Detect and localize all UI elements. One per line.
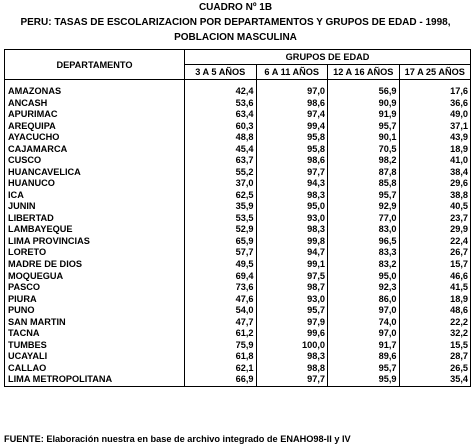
cell-rate: 92,3	[328, 282, 400, 294]
cell-rate: 98,3	[256, 351, 328, 363]
cell-rate: 77,0	[328, 213, 400, 225]
cell-rate: 98,3	[256, 190, 328, 202]
cell-departamento: CALLAO	[5, 363, 185, 375]
header-age-group: 6 A 11 AÑOS	[256, 65, 328, 80]
cell-rate: 62,1	[185, 363, 257, 375]
table-subtitle: POBLACION MASCULINA	[174, 32, 297, 43]
table-row	[5, 271, 471, 283]
cell-rate: 97,0	[256, 86, 328, 98]
cell-rate: 35,9	[185, 201, 257, 213]
cell-rate: 99,6	[256, 328, 328, 340]
cell-rate: 41,5	[399, 282, 471, 294]
cell-rate: 63,7	[185, 155, 257, 167]
cell-departamento: AMAZONAS	[5, 86, 185, 98]
cell-rate: 87,8	[328, 167, 400, 179]
cell-rate: 100,0	[256, 340, 328, 352]
cell-rate: 37,1	[399, 121, 471, 133]
cell-rate: 95,7	[328, 190, 400, 202]
cell-rate: 41,0	[399, 155, 471, 167]
table-body	[5, 80, 471, 387]
cell-rate: 97,0	[328, 305, 400, 317]
cell-departamento: LAMBAYEQUE	[5, 224, 185, 236]
cell-rate: 18,9	[399, 144, 471, 156]
cell-rate: 98,6	[256, 98, 328, 110]
cell-rate: 35,4	[399, 374, 471, 386]
cell-rate: 26,7	[399, 247, 471, 259]
cell-rate: 95,7	[256, 305, 328, 317]
cell-rate: 56,9	[328, 86, 400, 98]
cell-departamento: AYACUCHO	[5, 132, 185, 144]
cell-rate: 95,8	[256, 132, 328, 144]
cell-rate: 95,9	[328, 374, 400, 386]
cell-departamento: LIMA METROPOLITANA	[5, 374, 185, 386]
cell-rate: 98,6	[256, 155, 328, 167]
cell-departamento: PASCO	[5, 282, 185, 294]
cell-rate: 91,9	[328, 109, 400, 121]
table-row	[5, 155, 471, 167]
table-row	[5, 259, 471, 271]
cell-rate: 54,0	[185, 305, 257, 317]
cell-rate: 32,2	[399, 328, 471, 340]
cell-rate: 94,7	[256, 247, 328, 259]
cell-departamento: ICA	[5, 190, 185, 202]
cell-rate: 97,5	[256, 271, 328, 283]
cell-rate: 99,8	[256, 236, 328, 248]
cell-departamento: HUANUCO	[5, 178, 185, 190]
cell-rate: 63,4	[185, 109, 257, 121]
cell-departamento: UCAYALI	[5, 351, 185, 363]
cell-rate: 93,0	[256, 294, 328, 306]
table-row	[5, 121, 471, 133]
cell-rate: 37,0	[185, 178, 257, 190]
cell-rate: 28,7	[399, 351, 471, 363]
cell-rate: 85,8	[328, 178, 400, 190]
header-departamento: DEPARTAMENTO	[5, 50, 185, 80]
table-row	[5, 374, 471, 386]
table-row	[5, 294, 471, 306]
cell-rate: 15,5	[399, 340, 471, 352]
table-row	[5, 178, 471, 190]
cell-rate: 92,9	[328, 201, 400, 213]
cell-departamento: MADRE DE DIOS	[5, 259, 185, 271]
cell-rate: 49,0	[399, 109, 471, 121]
cell-rate: 48,6	[399, 305, 471, 317]
cell-rate: 98,7	[256, 282, 328, 294]
cell-rate: 97,7	[256, 167, 328, 179]
cell-departamento: ANCASH	[5, 98, 185, 110]
cell-departamento: TUMBES	[5, 340, 185, 352]
cell-rate: 29,6	[399, 178, 471, 190]
cell-departamento: PIURA	[5, 294, 185, 306]
cell-rate: 55,2	[185, 167, 257, 179]
cell-rate: 42,4	[185, 86, 257, 98]
cell-departamento: HUANCAVELICA	[5, 167, 185, 179]
cell-rate: 18,9	[399, 294, 471, 306]
source-note: FUENTE: Elaboración nuestra en base de archivo integrado de ENAHO98-II y IV	[4, 434, 351, 444]
table-row	[5, 351, 471, 363]
cell-rate: 48,8	[185, 132, 257, 144]
cell-rate: 86,0	[328, 294, 400, 306]
cell-rate: 23,7	[399, 213, 471, 225]
cell-rate: 29,9	[399, 224, 471, 236]
cell-rate: 47,7	[185, 317, 257, 329]
cell-departamento: MOQUEGUA	[5, 271, 185, 283]
table-row	[5, 144, 471, 156]
cell-rate: 61,8	[185, 351, 257, 363]
table-row	[5, 132, 471, 144]
cell-rate: 40,5	[399, 201, 471, 213]
cell-rate: 60,3	[185, 121, 257, 133]
cell-rate: 65,9	[185, 236, 257, 248]
cell-rate: 95,0	[328, 271, 400, 283]
cell-rate: 47,6	[185, 294, 257, 306]
table-row	[5, 86, 471, 98]
table-row	[5, 317, 471, 329]
cell-rate: 53,6	[185, 98, 257, 110]
cell-departamento: AREQUIPA	[5, 121, 185, 133]
cell-rate: 97,4	[256, 109, 328, 121]
cell-rate: 95,0	[256, 201, 328, 213]
cell-rate: 36,6	[399, 98, 471, 110]
header-age-group: 3 A 5 AÑOS	[185, 65, 257, 80]
table-row	[5, 328, 471, 340]
cell-rate: 75,9	[185, 340, 257, 352]
cell-rate: 22,4	[399, 236, 471, 248]
cell-rate: 97,7	[256, 374, 328, 386]
schooling-rates-table	[4, 49, 471, 387]
cell-rate: 15,7	[399, 259, 471, 271]
cell-rate: 90,9	[328, 98, 400, 110]
cell-rate: 66,9	[185, 374, 257, 386]
header-age-group: 17 A 25 AÑOS	[399, 65, 471, 80]
header-grupos-de-edad: GRUPOS DE EDAD	[185, 50, 471, 65]
cell-rate: 98,8	[256, 363, 328, 375]
cell-rate: 74,0	[328, 317, 400, 329]
cell-rate: 97,9	[256, 317, 328, 329]
cell-rate: 53,5	[185, 213, 257, 225]
cell-rate: 99,1	[256, 259, 328, 271]
cell-rate: 70,5	[328, 144, 400, 156]
table-header	[5, 50, 471, 80]
cell-rate: 95,7	[328, 121, 400, 133]
cell-departamento: APURIMAC	[5, 109, 185, 121]
cell-departamento: CAJAMARCA	[5, 144, 185, 156]
cell-rate: 17,6	[399, 86, 471, 98]
table-title: PERU: TASAS DE ESCOLARIZACION POR DEPARTAMENTOS Y GRUPOS DE EDAD - 1998,	[20, 17, 451, 28]
cell-departamento: SAN MARTIN	[5, 317, 185, 329]
table-row	[5, 363, 471, 375]
table-row	[5, 224, 471, 236]
table-row	[5, 305, 471, 317]
cell-rate: 91,7	[328, 340, 400, 352]
cell-rate: 26,5	[399, 363, 471, 375]
cell-rate: 89,6	[328, 351, 400, 363]
table-row	[5, 190, 471, 202]
cell-rate: 98,2	[328, 155, 400, 167]
cell-departamento: JUNIN	[5, 201, 185, 213]
cell-rate: 93,0	[256, 213, 328, 225]
table-row	[5, 167, 471, 179]
table-row	[5, 213, 471, 225]
cell-rate: 97,0	[328, 328, 400, 340]
table-row	[5, 282, 471, 294]
cell-rate: 57,7	[185, 247, 257, 259]
cell-rate: 83,3	[328, 247, 400, 259]
cell-rate: 94,3	[256, 178, 328, 190]
table-row	[5, 236, 471, 248]
table-row	[5, 201, 471, 213]
header-age-group: 12 A 16 AÑOS	[328, 65, 400, 80]
cell-rate: 61,2	[185, 328, 257, 340]
cell-rate: 62,5	[185, 190, 257, 202]
cell-rate: 83,2	[328, 259, 400, 271]
cell-rate: 22,2	[399, 317, 471, 329]
cell-rate: 95,7	[328, 363, 400, 375]
cell-rate: 52,9	[185, 224, 257, 236]
cell-rate: 90,1	[328, 132, 400, 144]
cell-departamento: LIMA PROVINCIAS	[5, 236, 185, 248]
cell-rate: 96,5	[328, 236, 400, 248]
cell-rate: 38,8	[399, 190, 471, 202]
cell-rate: 46,6	[399, 271, 471, 283]
table-row	[5, 247, 471, 259]
cell-rate: 43,9	[399, 132, 471, 144]
cell-rate: 38,4	[399, 167, 471, 179]
table-number: CUADRO Nº 1B	[198, 2, 273, 13]
table-row	[5, 109, 471, 121]
cell-rate: 98,3	[256, 224, 328, 236]
cell-rate: 45,4	[185, 144, 257, 156]
table-row	[5, 340, 471, 352]
cell-departamento: TACNA	[5, 328, 185, 340]
table-row	[5, 98, 471, 110]
cell-departamento: LIBERTAD	[5, 213, 185, 225]
cell-departamento: CUSCO	[5, 155, 185, 167]
cell-rate: 49,5	[185, 259, 257, 271]
cell-departamento: PUNO	[5, 305, 185, 317]
cell-rate: 99,4	[256, 121, 328, 133]
cell-departamento: LORETO	[5, 247, 185, 259]
cell-rate: 69,4	[185, 271, 257, 283]
cell-rate: 73,6	[185, 282, 257, 294]
cell-rate: 83,0	[328, 224, 400, 236]
cell-rate: 95,8	[256, 144, 328, 156]
